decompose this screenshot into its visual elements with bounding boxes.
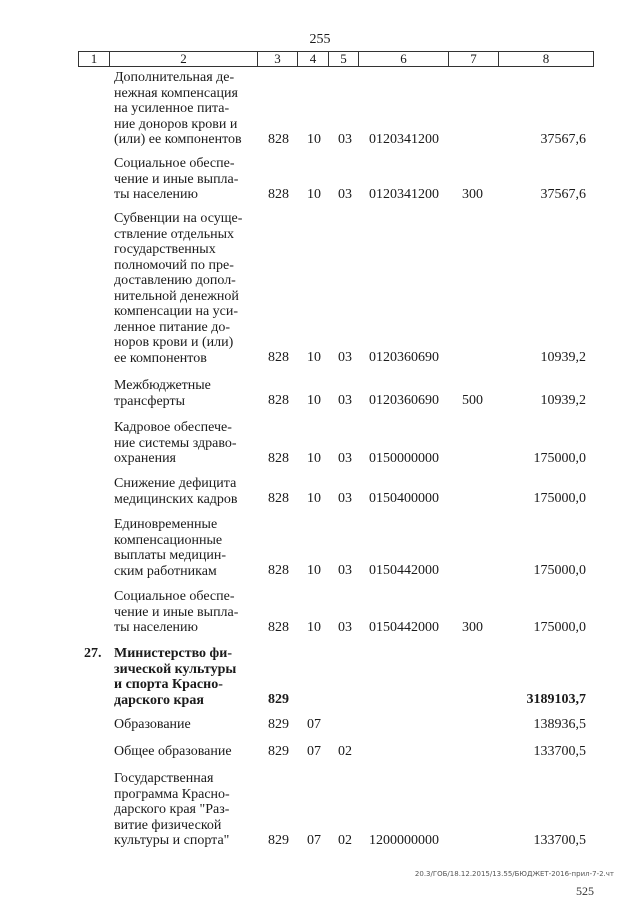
cell-c3: 829: [268, 716, 289, 732]
row-name-line: и спорта Красно-: [114, 677, 223, 692]
row-name-line: ее компонентов: [114, 350, 207, 366]
row-name-line: ние доноров крови и: [114, 116, 238, 132]
cell-c6: 0150000000: [369, 450, 439, 466]
cell-c4: 07: [307, 716, 321, 732]
page-number: 255: [309, 32, 331, 47]
row-name-line: ленное питание до-: [114, 319, 231, 335]
row-name-line: ствление отдельных: [114, 226, 235, 242]
cell-c8: 175000,0: [533, 491, 586, 506]
row-name-line: витие физической: [114, 817, 222, 833]
row-name-line: зической культуры: [114, 661, 237, 677]
table-row: [0, 771, 640, 849]
table-row: [0, 70, 640, 148]
cell-c6: 0120360690: [369, 393, 439, 408]
row-name-line: Субвенции на осуще-: [114, 211, 243, 226]
cell-c4: 10: [307, 131, 321, 147]
row-name: [114, 646, 254, 708]
table-row: [0, 744, 640, 760]
cell-c5: 03: [338, 186, 352, 202]
header-col-2: 2: [110, 52, 258, 66]
row-name-line: полномочий по пре-: [114, 257, 234, 273]
row-number: 27.: [84, 646, 102, 661]
row-name-line: Кадровое обеспече-: [114, 420, 232, 435]
row-name-line: Образование: [114, 717, 191, 732]
row-name-line: нежная компенсация: [114, 85, 238, 101]
row-name-line: чение и иные выпла-: [114, 171, 239, 187]
cell-c3: 829: [268, 832, 289, 848]
row-name-line: доставлению допол-: [114, 273, 236, 288]
row-name-line: Дополнительная де-: [114, 70, 235, 85]
row-name-line: дарского края "Раз-: [114, 802, 230, 817]
header-col-5: 5: [329, 52, 359, 66]
cell-c8: 37567,6: [540, 186, 586, 202]
table-row: [0, 211, 640, 366]
row-name-line: ние системы здраво-: [114, 435, 237, 451]
cell-c4: 07: [307, 832, 321, 848]
cell-c3: 828: [268, 619, 289, 635]
cell-c6: 0120341200: [369, 131, 439, 147]
cell-c3: 828: [268, 393, 289, 408]
cell-c6: 0150442000: [369, 619, 439, 635]
cell-c4: 10: [307, 491, 321, 506]
row-name-line: компенсации на уси-: [114, 304, 239, 319]
cell-c4: 10: [307, 619, 321, 635]
cell-c8: 138936,5: [533, 716, 586, 732]
table-row: [0, 378, 640, 409]
cell-c6: 0150400000: [369, 491, 439, 506]
header-col-7: 7: [449, 52, 499, 66]
cell-c4: 10: [307, 186, 321, 202]
cell-c7: 300: [462, 619, 483, 635]
row-name-line: ты населению: [114, 620, 198, 635]
cell-c4: 10: [307, 563, 321, 578]
row-name-line: трансферты: [114, 393, 186, 409]
row-name-line: Социальное обеспе-: [114, 156, 235, 171]
cell-c6: 0120360690: [369, 350, 439, 365]
row-name-line: норов крови и (или): [114, 335, 234, 350]
row-name-line: Снижение дефицита: [114, 476, 237, 491]
footer-reference: 20.3/ГОБ/18.12.2015/13.55/БЮДЖЕТ-2016-прил-7-2.чт: [414, 870, 614, 878]
row-name: [114, 589, 254, 636]
cell-c4: 10: [307, 393, 321, 408]
cell-c5: 03: [338, 350, 352, 365]
cell-c8: 133700,5: [533, 743, 586, 759]
cell-c6: 0150442000: [369, 563, 439, 578]
cell-c8: 175000,0: [533, 563, 586, 578]
cell-c3: 828: [268, 491, 289, 506]
cell-c8: 3189103,7: [526, 692, 586, 707]
row-name: [114, 744, 254, 760]
row-name: [114, 378, 254, 409]
cell-c3: 828: [268, 350, 289, 365]
cell-c3: 829: [268, 692, 289, 707]
header-col-1: 1: [79, 52, 110, 66]
cell-c5: 02: [338, 743, 352, 759]
row-name: [114, 211, 254, 366]
table-row: [0, 646, 640, 708]
row-name-line: ты населению: [114, 187, 198, 202]
row-name-line: на усиленное пита-: [114, 101, 230, 116]
header-col-3: 3: [258, 52, 298, 66]
row-name-line: выплаты медицин-: [114, 548, 227, 563]
row-name-line: Общее образование: [114, 744, 232, 759]
cell-c5: 02: [338, 832, 352, 848]
row-name: [114, 70, 254, 148]
cell-c8: 37567,6: [540, 131, 586, 147]
cell-c4: 10: [307, 350, 321, 365]
row-name-line: Государственная: [114, 771, 214, 786]
row-name-line: охранения: [114, 451, 176, 466]
row-name-line: дарского края: [114, 692, 204, 708]
cell-c8: 133700,5: [533, 832, 586, 848]
cell-c5: 03: [338, 619, 352, 635]
row-name-line: чение и иные выпла-: [114, 604, 239, 620]
cell-c4: 07: [307, 743, 321, 759]
cell-c5: 03: [338, 491, 352, 506]
table-header: [78, 51, 594, 67]
footer-page-number: 525: [576, 884, 594, 898]
header-col-4: 4: [298, 52, 329, 66]
table-row: [0, 589, 640, 636]
row-name: [114, 156, 254, 203]
row-name: [114, 476, 254, 507]
cell-c3: 828: [268, 563, 289, 578]
header-col-6: 6: [359, 52, 449, 66]
row-name-line: нительной денежной: [114, 288, 239, 304]
cell-c8: 10939,2: [540, 393, 586, 408]
row-name-line: Министерство фи-: [114, 646, 232, 661]
row-name: [114, 517, 254, 579]
cell-c3: 828: [268, 186, 289, 202]
cell-c6: 1200000000: [369, 832, 439, 848]
header-col-8: 8: [542, 51, 550, 66]
row-name: [114, 717, 254, 733]
row-name-line: Социальное обеспе-: [114, 589, 235, 604]
row-name-line: культуры и спорта": [114, 833, 230, 848]
cell-c8: 10939,2: [540, 350, 586, 365]
cell-c5: 03: [338, 131, 352, 147]
row-name-line: (или) ее компонентов: [114, 132, 242, 147]
cell-c5: 03: [338, 563, 352, 578]
cell-c7: 500: [462, 393, 483, 408]
row-name-line: медицинских кадров: [114, 491, 238, 507]
row-name-line: государственных: [114, 242, 216, 257]
row-name: [114, 771, 254, 849]
cell-c7: 300: [462, 186, 483, 202]
cell-c5: 03: [338, 450, 352, 466]
cell-c8: 175000,0: [533, 450, 586, 466]
row-name-line: ским работникам: [114, 563, 217, 579]
cell-c6: 0120341200: [369, 186, 439, 202]
cell-c8: 175000,0: [533, 619, 586, 635]
row-name-line: компенсационные: [114, 532, 223, 548]
table-row: [0, 420, 640, 467]
table-row: [0, 517, 640, 579]
table-row: [0, 717, 640, 733]
row-name-line: Единовременные: [114, 517, 218, 532]
cell-c3: 828: [268, 450, 289, 466]
row-name-line: программа Красно-: [114, 786, 230, 802]
row-name-line: Межбюджетные: [114, 378, 211, 393]
row-name: [114, 420, 254, 467]
cell-c4: 10: [307, 450, 321, 466]
cell-c5: 03: [338, 393, 352, 408]
table-row: [0, 156, 640, 203]
cell-c3: 829: [268, 743, 289, 759]
cell-c3: 828: [268, 131, 289, 147]
table-row: [0, 476, 640, 507]
